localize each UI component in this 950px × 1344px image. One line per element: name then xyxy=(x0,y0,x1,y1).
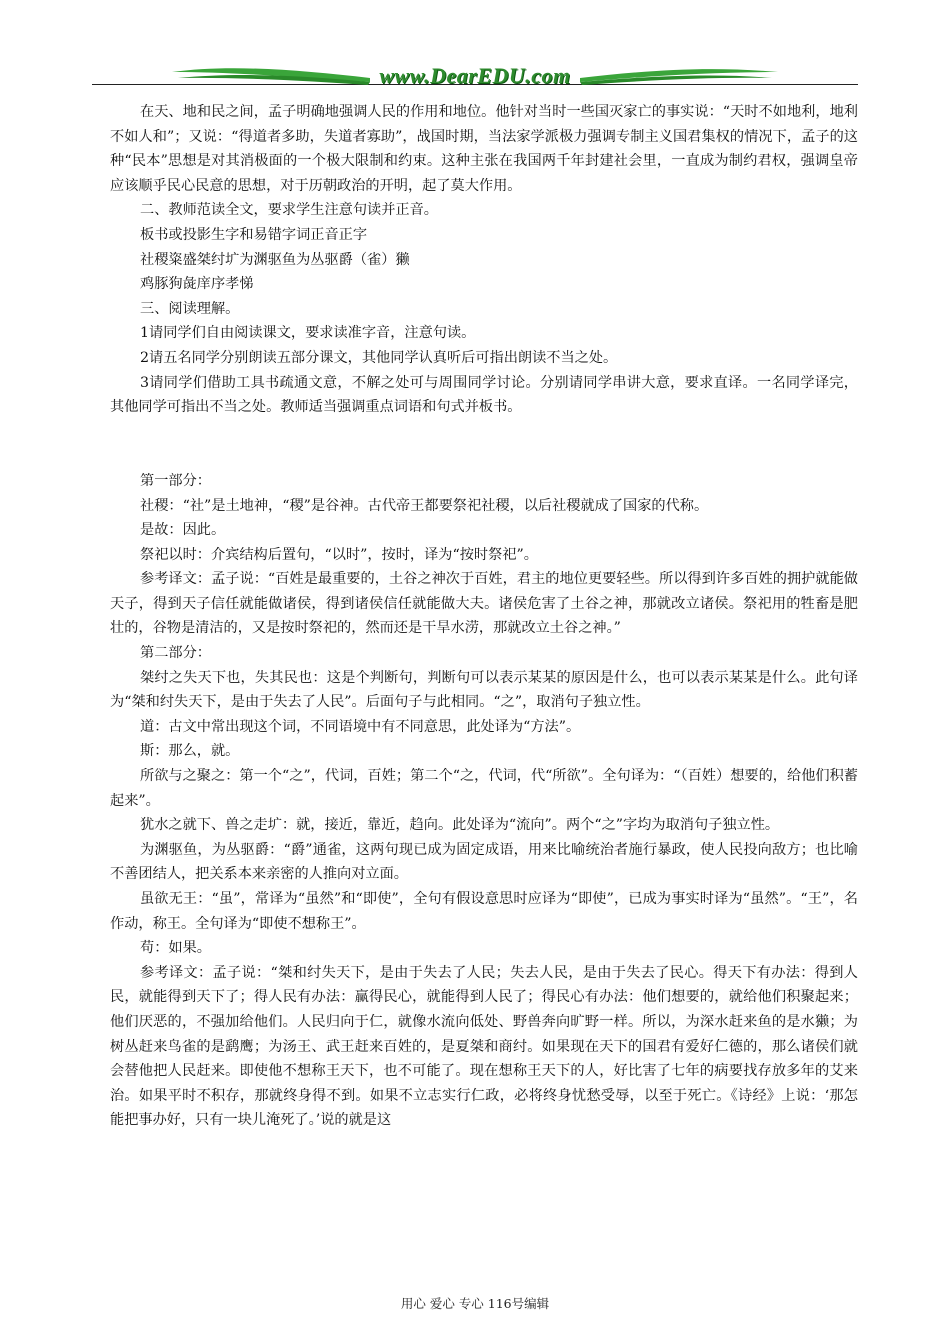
paragraph: 道：古文中常出现这个词，不同语境中有不同意思，此处译为“方法”。 xyxy=(140,718,581,735)
blank-line xyxy=(110,420,858,445)
paragraph: 社稷：“社”是土地神，“稷”是谷神。古代帝王都要祭祀社稷，以后社稷就成了国家的代称。 xyxy=(140,497,709,514)
page-footer: 用心 爱心 专心 116号编辑 xyxy=(400,1296,550,1311)
section-heading: 第二部分： xyxy=(140,645,211,662)
paragraph: 社稷粢盛桀纣圹为渊驱鱼为丛驱爵（雀）獭 xyxy=(140,251,410,268)
paragraph: 所欲与之聚之：第一个“之”，代词，百姓；第二个“之，代词，代“所欲”。全句译为：“（百姓）想要的，给他们积蓄起来”。 xyxy=(110,768,858,809)
paragraph: 板书或投影生字和易错字词正音正字 xyxy=(140,226,368,243)
paragraph: 三、阅读理解。 xyxy=(140,300,240,317)
document-body xyxy=(110,100,858,1133)
paragraph: 3请同学们借助工具书疏通文意，不解之处可与周围同学讨论。分别请同学串讲大意，要求直译。一名同学译完，其他同学可指出不当之处。教师适当强调重点词语和句式并板书。 xyxy=(110,374,858,416)
paragraph: 为渊驱鱼，为丛驱爵：“爵”通雀，这两句现已成为固定成语，用来比喻统治者施行暴政，使人民投向敌方；也比喻不善团结人，把关系本来亲密的人推向对立面。 xyxy=(110,841,858,883)
paragraph: 桀纣之失天下也，失其民也：这是个判断句，判断句可以表示某某的原因是什么，也可以表示某某是什么。此句译为“桀和纣失天下，是由于失去了人民”。后面句子与此相同。“之”，取消句子独立性。 xyxy=(110,669,858,711)
blank-line xyxy=(110,444,858,469)
paragraph: 在天、地和民之间，孟子明确地强调人民的作用和地位。他针对当时一些国灭家亡的事实说：“天时不如地利，地利不如人和”；又说：“得道者多助，失道者寡助”，战国时期，当法家学派极力强调专制主义国君集权的情况下，孟子的这种“民本”思想是对其消极面的一个极大限制和约束。这种主张在我国两千年封建社会里，一直成为制约君权，强调皇帝应该顺乎民心民意的思想，对于历朝政治的开明，起了莫大作用。 xyxy=(110,104,858,194)
paragraph: 鸡豚狗彘庠序孝悌 xyxy=(140,276,254,293)
paragraph: 二、教师范读全文，要求学生注意句读并正音。 xyxy=(140,202,438,219)
paragraph: 犹水之就下、兽之走圹：就，接近，靠近，趋向。此处译为“流向”。两个“之”字均为取消句子独立性。 xyxy=(140,817,780,834)
paragraph: 祭祀以时：介宾结构后置句，“以时”，按时，译为“按时祭祀”。 xyxy=(140,546,538,563)
paragraph: 苟：如果。 xyxy=(140,940,211,957)
header-logo xyxy=(170,60,780,94)
site-logo-text: www.DearEDU.com xyxy=(379,63,571,88)
section-heading: 第一部分： xyxy=(140,472,211,489)
paragraph: 参考译文：孟子说：“百姓是最重要的，土谷之神次于百姓，君主的地位更要轻些。所以得到许多百姓的拥护就能做天子，得到天子信任就能做诸侯，得到诸侯信任就能做大夫。诸侯危害了土谷之神，那就改立诸侯。祭祀用的牲畜是肥壮的，谷物是清洁的，又是按时祭祀的，然而还是干旱水涝，那就改立土谷之神。” xyxy=(110,571,858,637)
paragraph: 虽欲无王：“虽”，常译为“虽然”和“即使”，全句有假设意思时应译为“即使”，已成为事实时译为“虽然”。“王”，名作动，称王。全句译为“即使不想称王”。 xyxy=(110,891,858,932)
paragraph: 2请五名同学分别朗读五部分课文，其他同学认真听后可指出朗读不当之处。 xyxy=(140,349,618,366)
paragraph: 斯：那么，就。 xyxy=(140,743,240,760)
paragraph: 是故：因此。 xyxy=(140,522,226,539)
paragraph: 参考译文：孟子说：“桀和纣失天下，是由于失去了人民；失去人民，是由于失去了民心。得天下有办法：得到人民，就能得到天下了；得人民有办法：赢得民心，就能得到人民了；得民心有办法：他们想要的，就给他们积聚起来；他们厌恶的，不强加给他们。人民归向于仁，就像水流向低处、野兽奔向旷野一样。所以，为深水赶来鱼的是水獭；为树丛赶来鸟雀的是鹞鹰；为汤王、武王赶来百姓的，是夏桀和商纣。如果现在天下的国君有爱好仁德的，那么诸侯们就会替他把人民赶来。即使他不想称王天下，也不可能了。现在想称王天下的人，好比害了七年的病要找存放多年的艾来治。如果平时不积存，那就终身得不到。如果不立志实行仁政，必将终身忧愁受辱，以至于死亡。《诗经》上说：‘那怎能把事办好，只有一块儿淹死了。’说的就是这 xyxy=(110,964,858,1129)
paragraph: 1请同学们自由阅读课文，要求读准字音，注意句读。 xyxy=(140,325,476,342)
